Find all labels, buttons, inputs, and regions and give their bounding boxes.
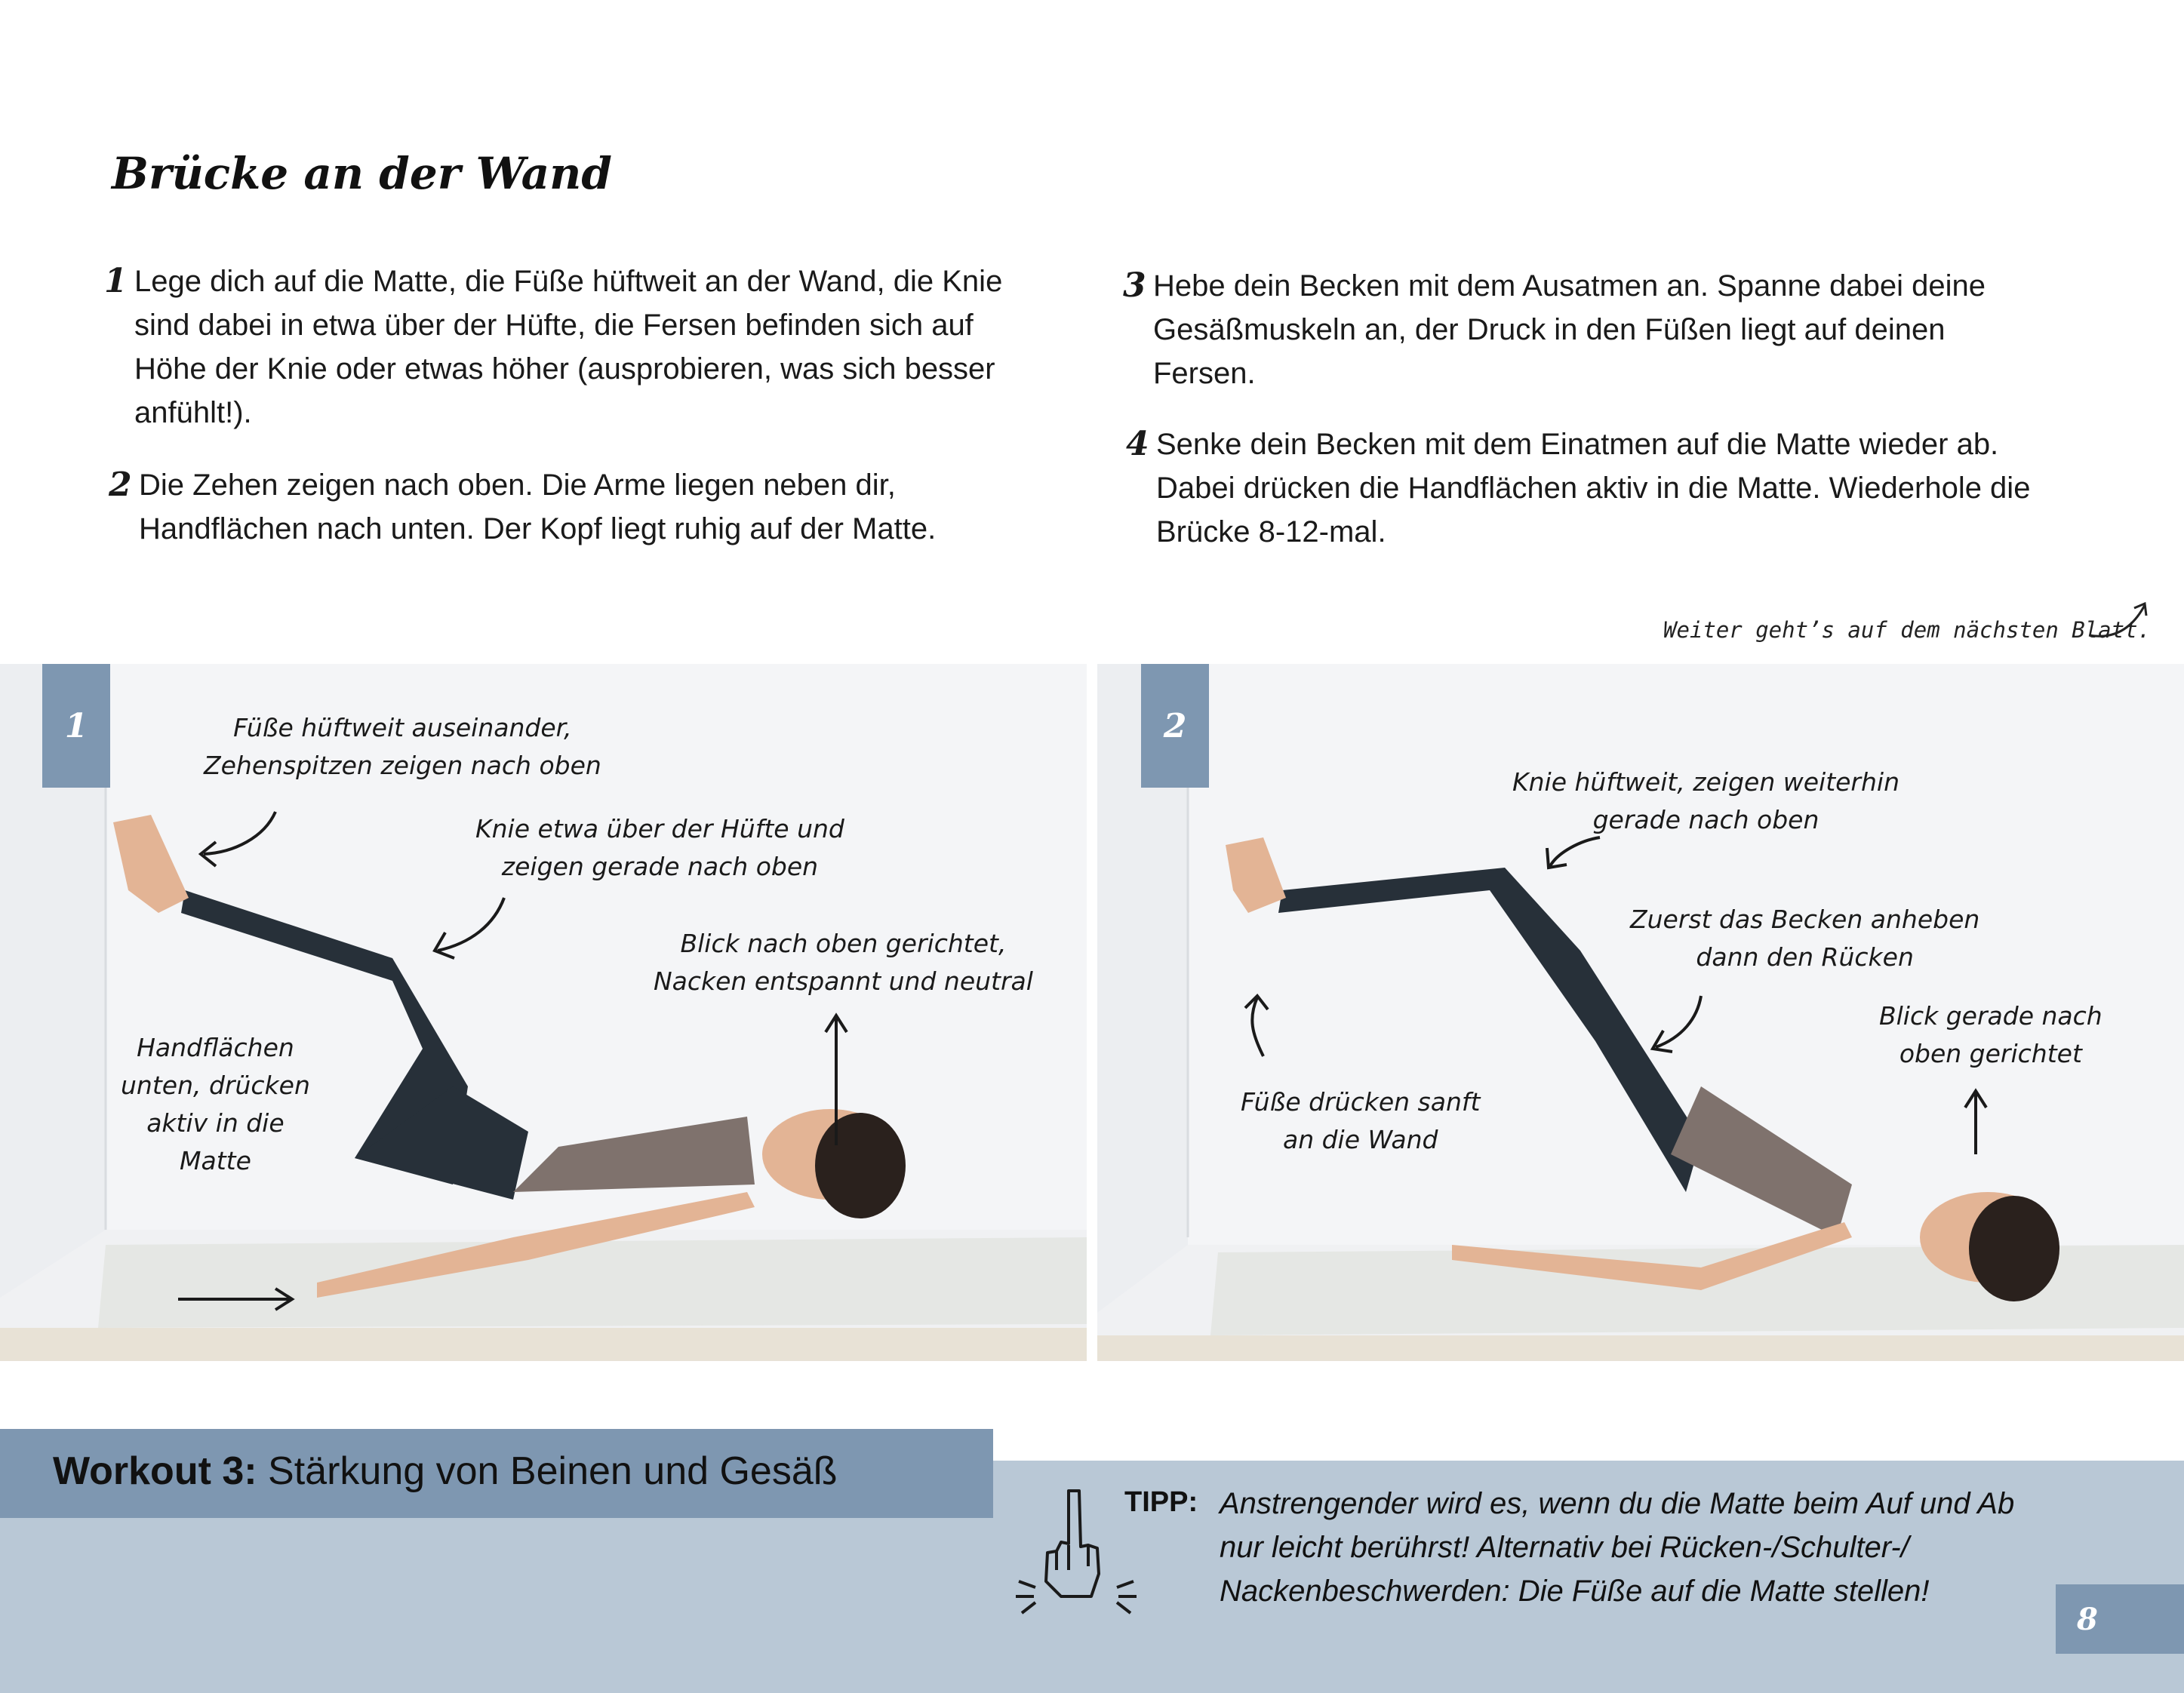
note-knees-2: Knie hüftweit, zeigen weiterhin gerade nach oben xyxy=(1512,767,1899,834)
note-pelvis-2: Zuerst das Becken anheben dann den Rücken xyxy=(1630,905,1980,972)
step-number: 2 xyxy=(109,465,132,504)
step-number: 1 xyxy=(104,262,128,300)
page-title: Brücke an der Wand xyxy=(112,148,612,199)
step-1 xyxy=(104,260,1025,435)
step-text: Lege dich auf die Matte, die Füße hüftweit an der Wand, die Knie sind dabei in etwa über der Hüfte, die Fersen befinden sich auf Höhe der Knie oder etwas höher (ausprobieren, was sich besser anfühlt!). xyxy=(134,265,1003,429)
step-text: Die Zehen zeigen nach oben. Die Arme liegen neben dir, Handflächen nach unten. Der Kopf liegt ruhig auf der Matte. xyxy=(139,469,937,545)
step-text: Hebe dein Becken mit dem Ausatmen an. Spanne dabei deine Gesäßmuskeln an, der Druck in den Füßen liegt auf deinen Fersen. xyxy=(1153,269,1986,390)
note-knees-1: Knie etwa über der Hüfte und zeigen gerade nach oben xyxy=(475,814,844,881)
annotation-arrows-1 xyxy=(0,664,1087,1361)
tip-text: Anstrengender wird es, wenn du die Matte beim Auf und Ab nur leicht berührst! Alternativ bei Rücken-/Schulter-/ Nackenbeschwerden: Die Füße auf die Matte stellen! xyxy=(1220,1487,2015,1608)
tip-label: TIPP: xyxy=(1124,1486,1198,1518)
note-feet-1: Füße hüftweit auseinander, Zehenspitzen zeigen nach oben xyxy=(204,713,601,780)
continue-note: Weiter geht’s auf dem nächsten Blatt. xyxy=(1663,617,2152,643)
note-hands-1: Handflächen unten, drücken aktiv in die Matte xyxy=(121,1033,310,1175)
step-number: 3 xyxy=(1123,266,1146,305)
curved-arrow-icon xyxy=(2084,598,2152,643)
annotation-arrows-2 xyxy=(1097,664,2184,1361)
note-feet-2: Füße drücken sanft an die Wand xyxy=(1241,1087,1481,1154)
step-text: Senke dein Becken mit dem Einatmen auf die Matte wieder ab. Dabei drücken die Handflächen aktiv in die Matte. Wiederhole die Brücke 8-12-mal. xyxy=(1156,428,2031,548)
note-gaze-1: Blick nach oben gerichtet, Nacken entspannt und neutral xyxy=(654,929,1033,996)
pointing-hand-icon xyxy=(1008,1476,1144,1627)
step-3 xyxy=(1123,264,2044,395)
workout-title: Workout 3: Stärkung von Beinen und Gesäß xyxy=(53,1449,838,1493)
note-gaze-2: Blick gerade nach oben gerichtet xyxy=(1879,1001,2102,1068)
step-badge-2: 2 xyxy=(1141,664,1209,788)
step-4 xyxy=(1126,422,2047,554)
page-number: 8 xyxy=(2056,1584,2184,1654)
step-badge-1: 1 xyxy=(42,664,110,788)
step-number: 4 xyxy=(1126,425,1149,463)
step-2 xyxy=(109,463,1029,551)
